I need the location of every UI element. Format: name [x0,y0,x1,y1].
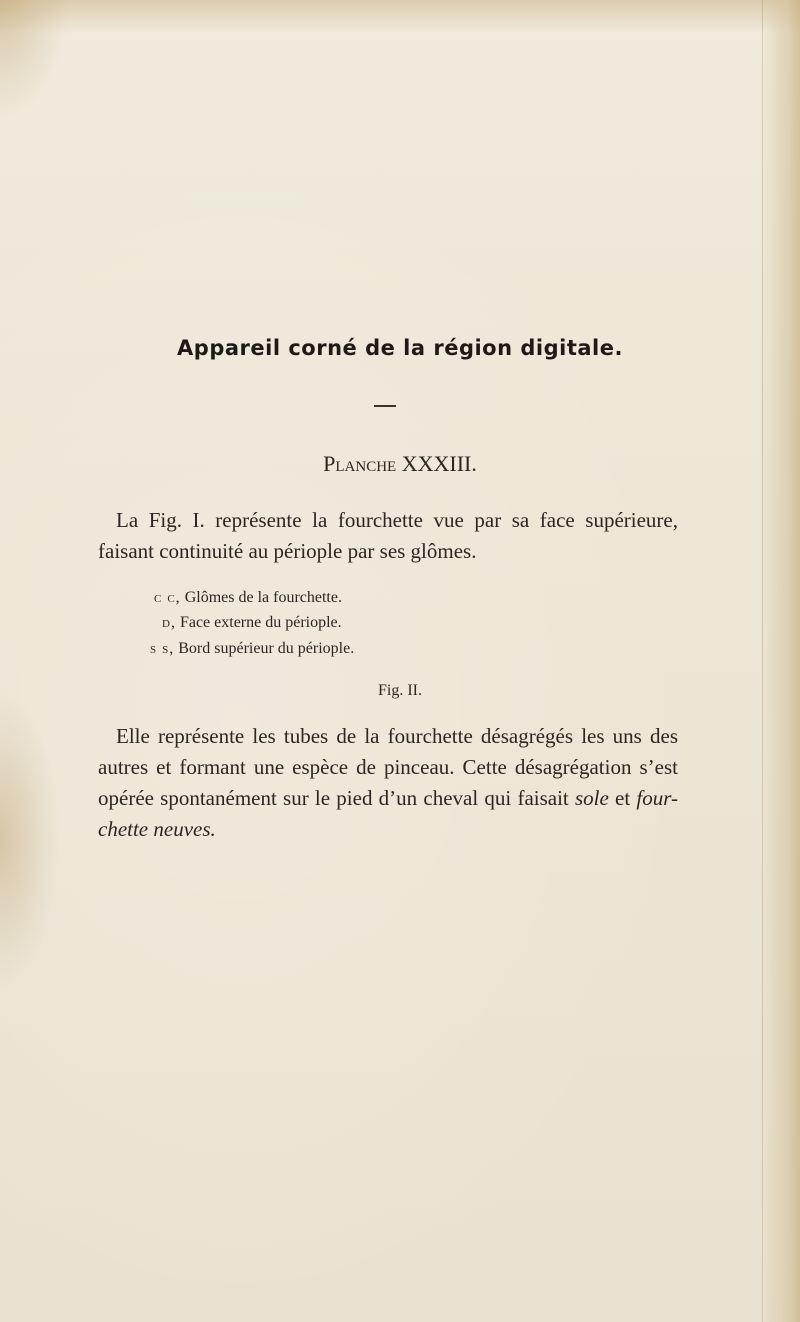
fig2-paragraph-line: Elle représente les tubes de la fourchette désagrégés les uns des [116,724,678,748]
plate-label: Planche [323,451,397,476]
fig1-paragraph [98,505,678,567]
fig2-paragraph-line: autres et formant une espèce de pinceau. Cette désagrégation s’est [98,755,678,779]
fig2-paragraph [98,721,678,845]
title-divider [374,405,396,407]
plate-heading [0,451,800,477]
legend-item [150,640,354,658]
legend-key: s s, [150,640,175,657]
fig1-paragraph-line: faisant continuité au périople par ses glômes. [98,539,477,563]
legend-item [162,614,342,632]
fig1-paragraph-line: La Fig. I. représente la fourchette vue par sa face supérieure, [116,508,678,532]
fig2-heading: Fig. II. [378,682,422,699]
legend-key: d, [162,614,176,631]
page-fold-line [762,0,763,1322]
legend-text: Glômes de la fourchette. [184,589,342,606]
italic-term-fourchette: four- [636,786,678,810]
legend-text: Bord supérieur du périople. [178,640,355,657]
page-title: Appareil corné de la région digitale. [177,336,623,360]
plate-number: XXXIII. [401,451,477,476]
right-page-edge [760,0,800,1322]
legend-item [154,589,342,607]
legend-key: c c, [154,589,181,606]
fig2-line3-connector: et [608,786,637,810]
top-edge-stain [0,0,800,34]
corner-stain [0,0,70,120]
left-edge-stain [0,690,60,990]
fig2-paragraph-last-line: chette neuves. [98,817,216,841]
fig2-line3-text: opérée spontanément sur le pied d’un cheval qui faisait [98,786,575,810]
fig2-paragraph-line [98,783,678,814]
legend-text: Face externe du périople. [179,614,342,631]
italic-term-sole: sole [574,786,609,810]
